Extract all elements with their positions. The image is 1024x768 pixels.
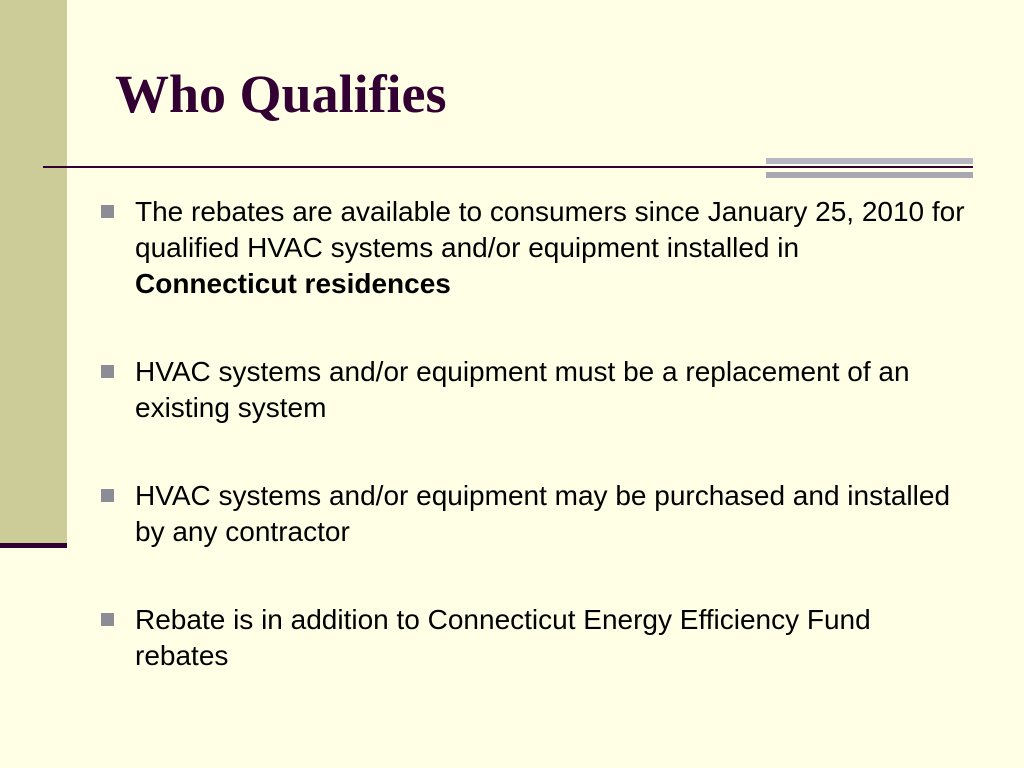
square-bullet-icon (101, 365, 114, 378)
accent-stripes (766, 158, 973, 179)
bullet-text: Rebate is in addition to Connecticut Energy Efficiency Fund rebates (135, 604, 871, 671)
bullet-emphasis: Connecticut residences (135, 268, 451, 299)
bullet-item (98, 602, 968, 674)
bullet-item (98, 354, 968, 426)
accent-stripe (766, 158, 973, 164)
square-bullet-icon (101, 613, 114, 626)
left-accent-bar (0, 0, 67, 543)
bullet-text: The rebates are available to consumers since January 25, 2010 for qualified HVAC systems and/or equipment installed in (135, 196, 965, 263)
slide-title: Who Qualifies (115, 64, 447, 124)
left-accent-rule (0, 543, 67, 548)
bullet-item (98, 478, 968, 550)
square-bullet-icon (101, 205, 114, 218)
square-bullet-icon (101, 489, 114, 502)
accent-stripe (766, 172, 973, 178)
bullet-item (98, 194, 968, 302)
bullet-text: HVAC systems and/or equipment may be purchased and installed by any contractor (135, 480, 951, 547)
bullet-list (98, 194, 968, 726)
bullet-text: HVAC systems and/or equipment must be a replacement of an existing system (135, 356, 910, 423)
